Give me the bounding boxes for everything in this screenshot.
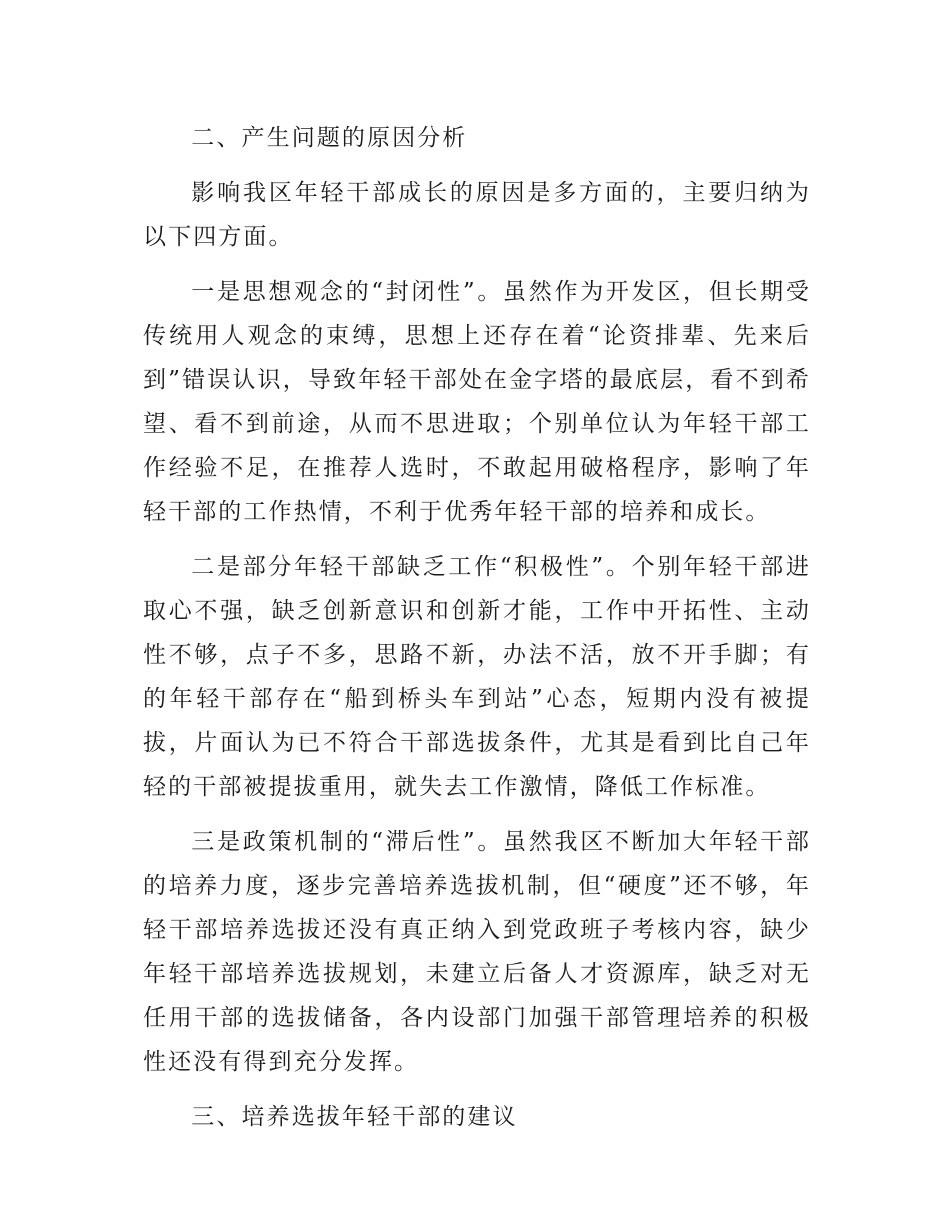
paragraph-point-one: 一是思想观念的“封闭性”。虽然作为开发区，但长期受传统用人观念的束缚，思想上还存在着“论资排辈、先来后到”错误认识，导致年轻干部处在金字塔的最底层，看不到希望、看不到前途，从而不思进取；个别单位认为年轻干部工作经验不足，在推荐人选时，不敢起用破格程序，影响了年轻干部的工作热情，不利于优秀年轻干部的培养和成长。 <box>143 279 811 525</box>
section-heading-causes: 二、产生问题的原因分析 <box>191 125 468 151</box>
paragraph-point-three: 三是政策机制的“滞后性”。虽然我区不断加大年轻干部的培养力度，逐步完善培养选拔机制，但“硬度”还不够，年轻干部培养选拔还没有真正纳入到党政班子考核内容，缺少年轻干部培养选拔规划，未建立后备人才资源库，缺乏对无任用干部的选拔储备，各内设部门加强干部管理培养的积极性还没有得到充分发挥。 <box>143 829 811 1075</box>
paragraph-intro: 影响我区年轻干部成长的原因是多方面的，主要归纳为以下四方面。 <box>143 180 811 250</box>
paragraph-point-two: 二是部分年轻干部缺乏工作“积极性”。个别年轻干部进取心不强，缺乏创新意识和创新才能，工作中开拓性、主动性不够，点子不多，思路不新，办法不活，放不开手脚；有的年轻干部存在“船到桥头车到站”心态，短期内没有被提拔，片面认为已不符合干部选拔条件，尤其是看到比自己年轻的干部被提拔重用，就失去工作激情，降低工作标准。 <box>143 554 811 800</box>
document-body <box>143 116 811 1150</box>
section-heading-suggestions: 三、培养选拔年轻干部的建议 <box>191 1104 518 1130</box>
